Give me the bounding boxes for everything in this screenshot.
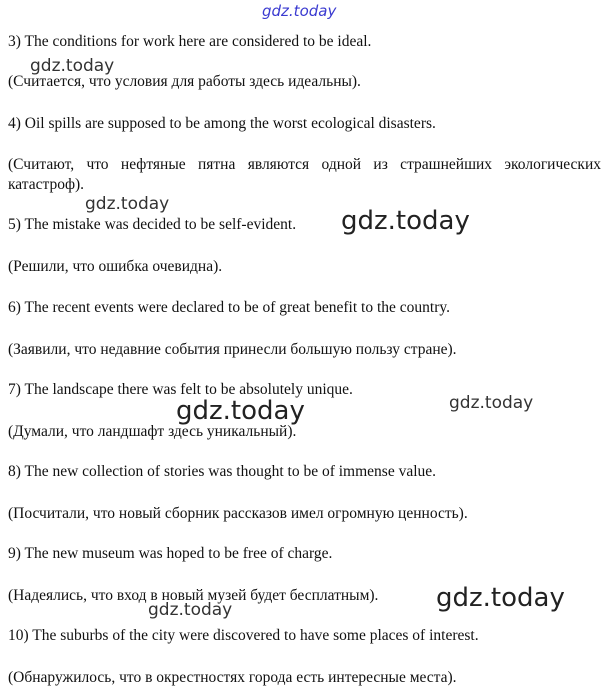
sentence-4-translation: (Считают, что нефтяные пятна являются одной из страшнейших экологических катастроф).: [8, 156, 601, 193]
watermark-3: gdz.today: [341, 206, 470, 236]
watermark-4: gdz.today: [176, 396, 305, 426]
sentence-10-translation: (Обнаружилось, что в окрестностях города есть интересные места).: [8, 669, 457, 686]
watermark-7: gdz.today: [148, 600, 233, 620]
sentence-8-english: 8) The new collection of stories was thought to be of immense value.: [8, 463, 437, 480]
watermark-6: gdz.today: [436, 583, 565, 613]
watermark-5: gdz.today: [449, 393, 534, 413]
sentence-3-translation: (Считается, что условия для работы здесь идеальны).: [8, 73, 361, 90]
sentence-5-english: 5) The mistake was decided to be self-evident.: [8, 216, 297, 233]
sentence-6-translation: (Заявили, что недавние события принесли большую пользу стране).: [8, 341, 457, 358]
sentence-8-translation: (Посчитали, что новый сборник рассказов имел огромную ценность).: [8, 505, 468, 522]
watermark-2: gdz.today: [85, 194, 170, 214]
sentence-7-english: 7) The landscape there was felt to be absolutely unique.: [8, 381, 353, 398]
sentence-9-translation: (Надеялись, что вход в новый музей будет бесплатным).: [8, 587, 379, 604]
sentence-5-translation: (Решили, что ошибка очевидна).: [8, 258, 223, 275]
sentence-7-translation: (Думали, что ландшафт здесь уникальный).: [8, 423, 297, 440]
header-watermark: gdz.today: [262, 2, 337, 20]
sentence-6-english: 6) The recent events were declared to be of great benefit to the country.: [8, 299, 450, 316]
watermark-1: gdz.today: [30, 56, 115, 76]
sentence-10-english: 10) The suburbs of the city were discovered to have some places of interest.: [8, 627, 479, 644]
sentence-9-english: 9) The new museum was hoped to be free of charge.: [8, 545, 333, 562]
sentence-4-english: 4) Oil spills are supposed to be among the worst ecological disasters.: [8, 115, 436, 132]
sentence-3-english: 3) The conditions for work here are considered to be ideal.: [8, 33, 372, 50]
